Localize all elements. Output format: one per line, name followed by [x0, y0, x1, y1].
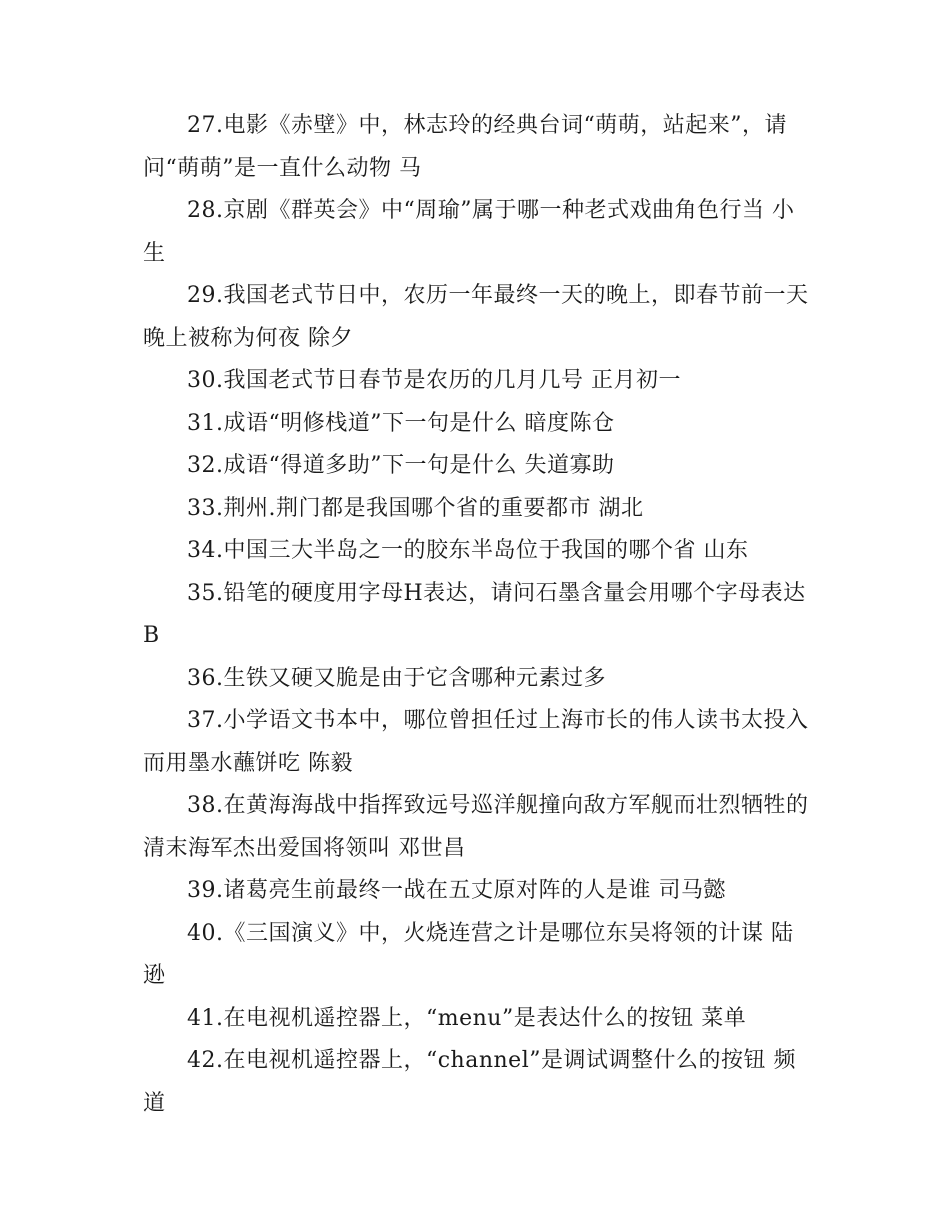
question-38: 38.在黄海海战中指挥致远号巡洋舰撞向敌方军舰而壮烈牺牲的清末海军杰出爱国将领叫 邓世昌 [143, 793, 809, 861]
question-30: 30.我国老式节日春节是农历的几月几号 正月初一 [187, 368, 681, 393]
question-37: 37.小学语文书本中，哪位曾担任过上海市长的伟人读书太投入而用墨水蘸饼吃 陈毅 [143, 708, 809, 776]
question-39: 39.诸葛亮生前最终一战在五丈原对阵的人是谁 司马懿 [187, 878, 726, 903]
question-31: 31.成语“明修栈道”下一句是什么 暗度陈仓 [187, 410, 615, 436]
question-27: 27.电影《赤壁》中，林志玲的经典台词“萌萌，站起来”，请问“萌萌”是一直什么动物 马 [143, 113, 787, 181]
question-35: 35.铅笔的硬度用字母H表达，请问石墨含量会用哪个字母表达 B [143, 580, 806, 648]
question-29: 29.我国老式节日中，农历一年最终一天的晚上，即春节前一天晚上被称为何夜 除夕 [143, 283, 809, 351]
question-42: 42.在电视机遥控器上，“channel”是调试调整什么的按钮 频道 [143, 1048, 796, 1116]
question-34: 34.中国三大半岛之一的胶东半岛位于我国的哪个省 山东 [187, 538, 749, 563]
document-body [143, 105, 811, 1125]
question-41: 41.在电视机遥控器上，“menu”是表达什么的按钮 菜单 [187, 1005, 747, 1031]
question-36: 36.生铁又硬又脆是由于它含哪种元素过多 [187, 665, 606, 691]
question-28: 28.京剧《群英会》中“周瑜”属于哪一种老式戏曲角色行当 小生 [143, 198, 795, 266]
question-33: 33.荆州.荆门都是我国哪个省的重要都市 湖北 [187, 495, 644, 521]
question-32: 32.成语“得道多助”下一句是什么 失道寡助 [187, 453, 615, 478]
question-40: 40.《三国演义》中，火烧连营之计是哪位东吴将领的计谋 陆逊 [143, 920, 794, 988]
